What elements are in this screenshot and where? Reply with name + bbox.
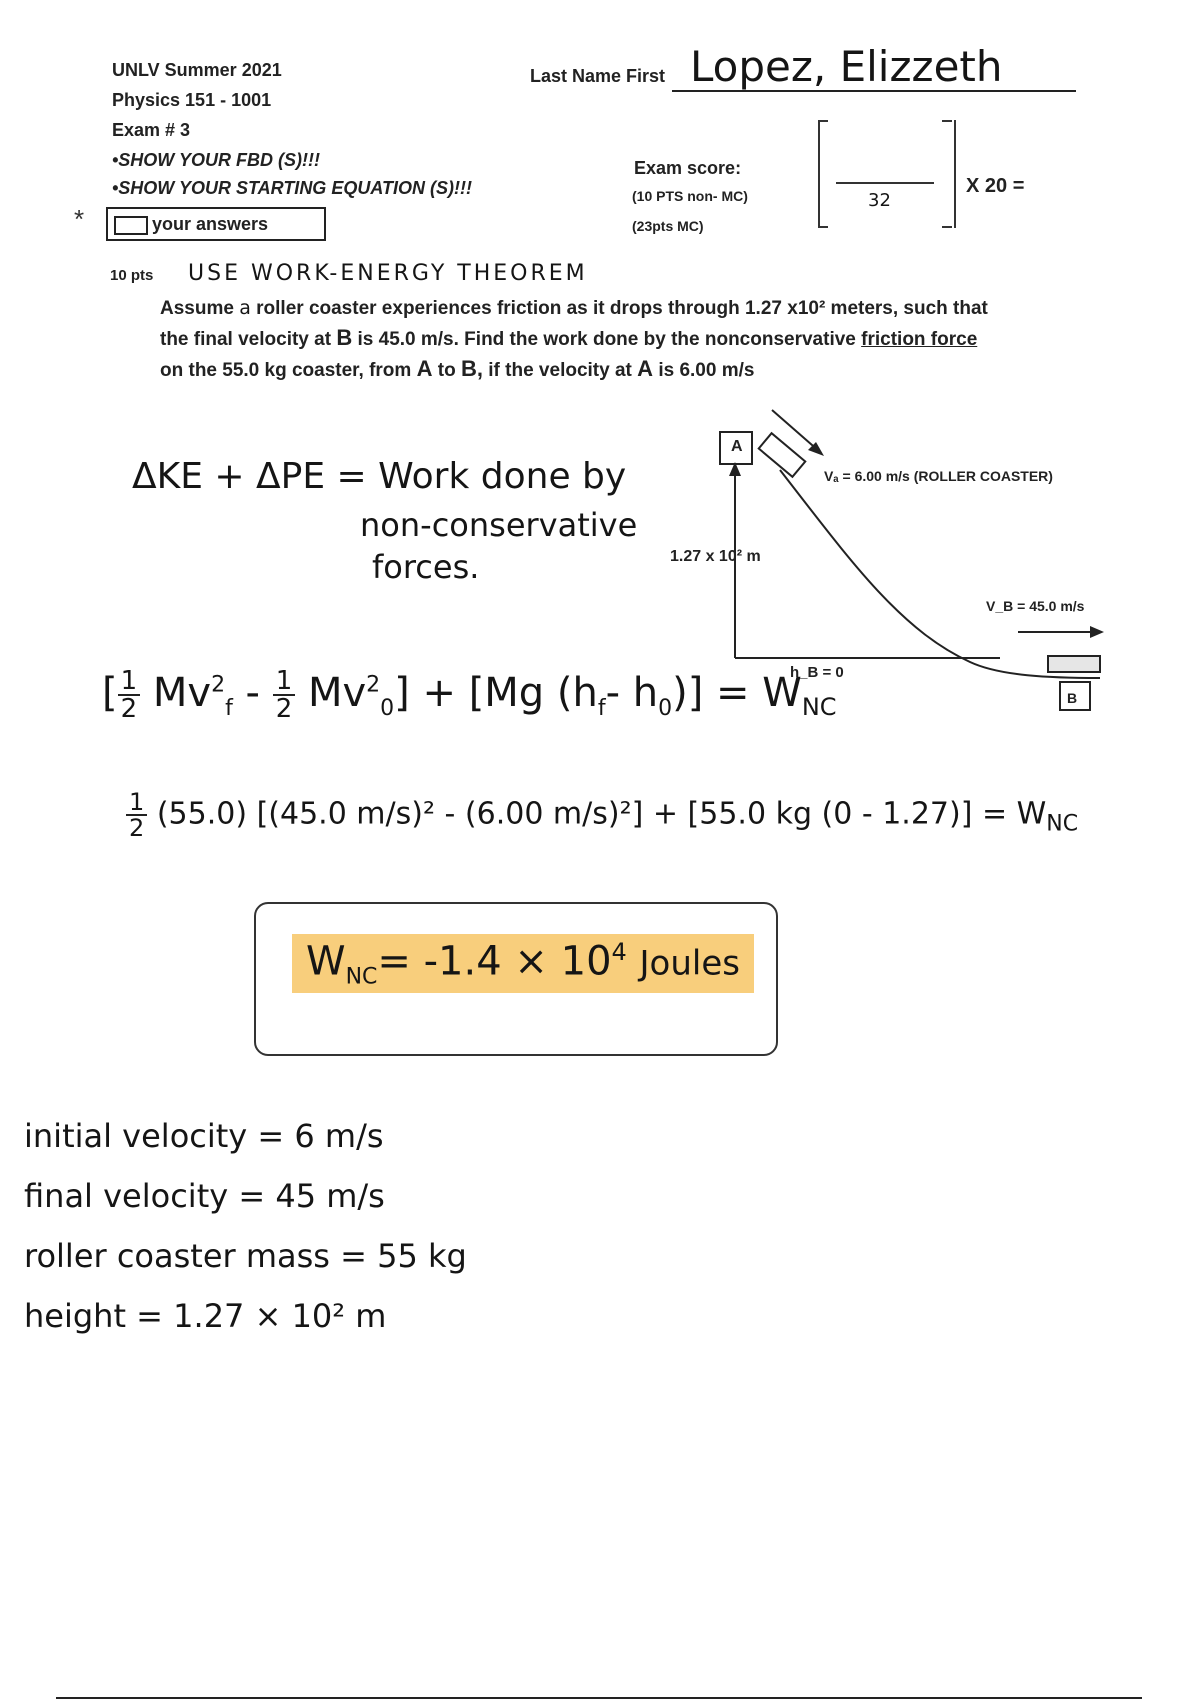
your-answers-legend — [106, 207, 326, 241]
score-mc: (23pts MC) — [632, 218, 704, 234]
university-label: UNLV Summer 2021 — [112, 60, 282, 80]
friction-force-underlined: friction force — [861, 329, 978, 350]
score-bracket — [818, 120, 956, 228]
answer-box-icon — [114, 216, 148, 235]
given-mass: roller coaster mass = 55 kg — [24, 1237, 467, 1275]
instruction-equation: •SHOW YOUR STARTING EQUATION (S)!!! — [112, 178, 472, 198]
problem-line-1: roller coaster experiences friction as it drops through 1.27 x10² meters, such that — [256, 298, 988, 319]
theorem-line-3: forces. — [372, 548, 480, 586]
score-multiplier: X 20 = — [966, 175, 1025, 197]
name-label: Last Name First — [530, 66, 666, 86]
instruction-fbd: •SHOW YOUR FBD (S)!!! — [112, 150, 320, 170]
course-label: Physics 151 - 1001 — [112, 90, 272, 110]
general-equation: [ $\frac{1}{2}$ $Mv^2_f$ - $\frac{1}{2}$ $Mv^2_0] + [Mg$ ($h_f-$ $h_0)] = W_{NC}$ — [102, 666, 837, 724]
score-non-mc: (10 PTS non- MC) — [632, 188, 748, 204]
problem-hint: USE WORK-ENERGY THEOREM — [188, 261, 588, 286]
coaster-car-a — [759, 433, 806, 477]
exam-score-label: Exam score: — [634, 158, 742, 178]
hb-label: h_B = 0 — [790, 664, 844, 681]
student-name: Lopez, Elizzeth — [690, 42, 1003, 91]
score-fraction-bar — [836, 182, 934, 184]
substituted-equation: $\frac{1}{2}$ (55.0) [(45.0 m/s)² - (6.00 m/s)²] + [55.0 kg $(0 - 1.27)] = W_{NC}$ — [126, 790, 1078, 840]
handwritten-a: a — [239, 297, 251, 319]
answer-units: Joules — [639, 943, 740, 984]
problem-points: 10 pts — [110, 267, 154, 284]
given-height: height = 1.27 × 10² m — [24, 1297, 387, 1335]
theorem-line-2: non-conservative — [360, 506, 638, 544]
va-label: Vₐ = 6.00 m/s (ROLLER COASTER) — [824, 468, 1053, 484]
given-final-velocity: final velocity = 45 m/s — [24, 1177, 385, 1215]
givens-list — [24, 1106, 467, 1346]
your-answers-label: your answers — [152, 214, 269, 234]
page-bottom-rule — [56, 1697, 1142, 1699]
theorem-line-1: ΔKE + ΔPE = Work done by — [132, 456, 627, 497]
vb-label: V_B = 45.0 m/s — [986, 598, 1085, 614]
coaster-track — [780, 470, 1100, 678]
score-denominator: 32 — [868, 190, 891, 211]
coaster-car-b — [1048, 656, 1100, 672]
point-a-label: A — [731, 438, 743, 455]
height-label: 1.27 x 10² m — [670, 548, 761, 565]
assume-word: Assume — [160, 298, 234, 319]
exam-label: Exam # 3 — [112, 120, 191, 140]
given-initial-velocity: initial velocity = 6 m/s — [24, 1117, 384, 1155]
star-mark: * — [74, 204, 85, 234]
point-b-label: B — [1067, 690, 1078, 706]
problem-statement: Assume a roller coaster experiences friction as it drops through 1.27 x10² meters, such that the final velocity at B is 45.0 m/s. Find the work done by the nonconservative friction force on the 55.0 kg coaster, from A to B, if the velocity at A is 6.00 m/s — [160, 297, 988, 381]
final-answer: $W_{NC}= -1.4 \times 10^4$ Joules — [292, 934, 754, 993]
